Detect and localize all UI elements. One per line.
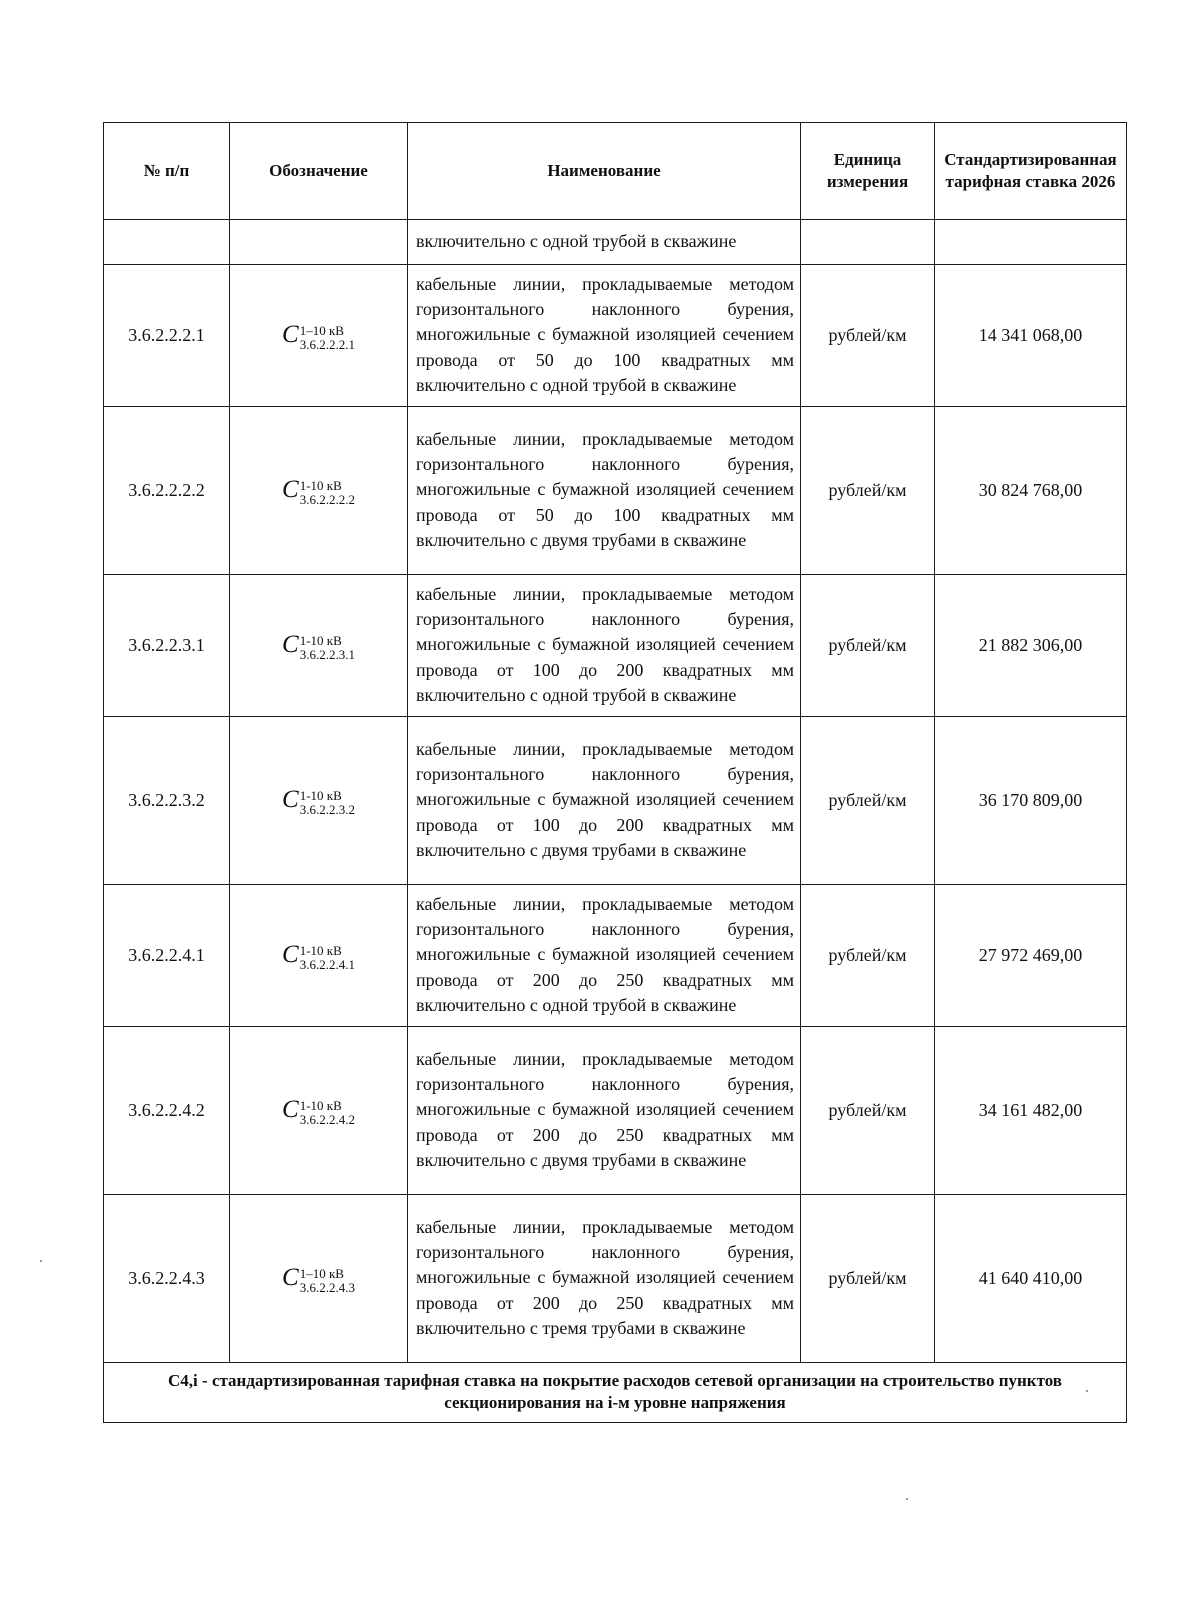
symbol-formula: [282, 628, 355, 663]
row-number: 3.6.2.2.3.2: [104, 717, 230, 885]
symbol-formula: [282, 1261, 355, 1296]
row-symbol: [230, 717, 408, 885]
row-rate: 36 170 809,00: [935, 717, 1127, 885]
row-unit: рублей/км: [801, 885, 935, 1027]
symbol-subscript: 3.6.2.2.3.2: [299, 802, 355, 817]
symbol-subscript: 3.6.2.2.4.2: [299, 1112, 355, 1127]
row-rate: 34 161 482,00: [935, 1027, 1127, 1195]
header-unit: Единица измерения: [801, 123, 935, 220]
row-symbol: [230, 885, 408, 1027]
symbol-base: C: [282, 476, 299, 504]
continuation-unit: [801, 220, 935, 265]
table-header-row: [104, 123, 1127, 220]
header-rate: Стандартизированная тарифная ставка 2026: [935, 123, 1127, 220]
row-name: кабельные линии, прокладываемые методом горизонтального наклонного бурения, многожильные с бумажной изоляцией сечением провода от 100 до 200 квадратных мм включительно с одной трубой в скважине: [408, 575, 801, 717]
symbol-base: C: [282, 631, 299, 659]
continuation-num: [104, 220, 230, 265]
symbol-subscript: 3.6.2.2.2.2: [299, 492, 355, 507]
symbol-superscript: 1-10 кВ: [299, 943, 342, 959]
header-num: № п/п: [104, 123, 230, 220]
symbol-base: C: [282, 941, 299, 969]
symbol-superscript: 1-10 кВ: [299, 1098, 342, 1114]
row-number: 3.6.2.2.4.3: [104, 1195, 230, 1363]
row-rate: 14 341 068,00: [935, 265, 1127, 407]
tariff-table: [103, 122, 1127, 1423]
symbol-subscript: 3.6.2.2.4.1: [299, 957, 355, 972]
row-number: 3.6.2.2.4.2: [104, 1027, 230, 1195]
table-row: [104, 1195, 1127, 1363]
row-rate: 41 640 410,00: [935, 1195, 1127, 1363]
row-number: 3.6.2.2.4.1: [104, 885, 230, 1027]
scan-speck: [1086, 1390, 1088, 1392]
row-symbol: [230, 1195, 408, 1363]
row-number: 3.6.2.2.3.1: [104, 575, 230, 717]
symbol-base: C: [282, 1264, 299, 1292]
footer-row: [104, 1363, 1127, 1423]
symbol-formula: [282, 318, 355, 353]
symbol-base: C: [282, 321, 299, 349]
header-symbol: Обозначение: [230, 123, 408, 220]
symbol-formula: [282, 1093, 355, 1128]
symbol-superscript: 1–10 кВ: [299, 323, 344, 339]
continuation-name: включительно с одной трубой в скважине: [408, 220, 801, 265]
symbol-subscript: 3.6.2.2.3.1: [299, 647, 355, 662]
row-rate: 27 972 469,00: [935, 885, 1127, 1027]
row-rate: 30 824 768,00: [935, 407, 1127, 575]
scan-speck: [906, 1498, 908, 1500]
footer-text: С4,i - стандартизированная тарифная ставка на покрытие расходов сетевой организации на строительство пунктов секционирования на i-м уровне напряжения: [168, 1371, 1062, 1413]
footer-note: [104, 1363, 1127, 1423]
table-row: [104, 1027, 1127, 1195]
row-number: 3.6.2.2.2.2: [104, 407, 230, 575]
continuation-rate: [935, 220, 1127, 265]
row-symbol: [230, 407, 408, 575]
continuation-row: [104, 220, 1127, 265]
symbol-base: C: [282, 786, 299, 814]
row-unit: рублей/км: [801, 575, 935, 717]
table-row: [104, 265, 1127, 407]
table-row: [104, 575, 1127, 717]
row-name: кабельные линии, прокладываемые методом горизонтального наклонного бурения, многожильные с бумажной изоляцией сечением провода от 200 до 250 квадратных мм включительно с двумя трубами в скважине: [408, 1027, 801, 1195]
row-name: кабельные линии, прокладываемые методом горизонтального наклонного бурения, многожильные с бумажной изоляцией сечением провода от 200 до 250 квадратных мм включительно с тремя трубами в скважине: [408, 1195, 801, 1363]
row-unit: рублей/км: [801, 265, 935, 407]
row-symbol: [230, 575, 408, 717]
symbol-formula: [282, 473, 355, 508]
row-name: кабельные линии, прокладываемые методом горизонтального наклонного бурения, многожильные с бумажной изоляцией сечением провода от 100 до 200 квадратных мм включительно с двумя трубами в скважине: [408, 717, 801, 885]
symbol-subscript: 3.6.2.2.4.3: [299, 1280, 355, 1295]
row-number: 3.6.2.2.2.1: [104, 265, 230, 407]
symbol-superscript: 1-10 кВ: [299, 633, 342, 649]
symbol-superscript: 1-10 кВ: [299, 788, 342, 804]
continuation-symbol: [230, 220, 408, 265]
table-row: [104, 717, 1127, 885]
row-name: кабельные линии, прокладываемые методом горизонтального наклонного бурения, многожильные с бумажной изоляцией сечением провода от 50 до 100 квадратных мм включительно с одной трубой в скважине: [408, 265, 801, 407]
row-rate: 21 882 306,00: [935, 575, 1127, 717]
symbol-formula: [282, 783, 355, 818]
symbol-formula: [282, 938, 355, 973]
scan-speck: [40, 1260, 42, 1262]
symbol-subscript: 3.6.2.2.2.1: [299, 337, 355, 352]
symbol-superscript: 1–10 кВ: [299, 1266, 344, 1282]
header-name: Наименование: [408, 123, 801, 220]
row-name: кабельные линии, прокладываемые методом горизонтального наклонного бурения, многожильные с бумажной изоляцией сечением провода от 50 до 100 квадратных мм включительно с двумя трубами в скважине: [408, 407, 801, 575]
symbol-superscript: 1-10 кВ: [299, 478, 342, 494]
row-unit: рублей/км: [801, 1195, 935, 1363]
row-unit: рублей/км: [801, 407, 935, 575]
row-symbol: [230, 265, 408, 407]
table-row: [104, 885, 1127, 1027]
row-unit: рублей/км: [801, 717, 935, 885]
table-row: [104, 407, 1127, 575]
row-symbol: [230, 1027, 408, 1195]
row-unit: рублей/км: [801, 1027, 935, 1195]
row-name: кабельные линии, прокладываемые методом горизонтального наклонного бурения, многожильные с бумажной изоляцией сечением провода от 200 до 250 квадратных мм включительно с одной трубой в скважине: [408, 885, 801, 1027]
symbol-base: C: [282, 1096, 299, 1124]
